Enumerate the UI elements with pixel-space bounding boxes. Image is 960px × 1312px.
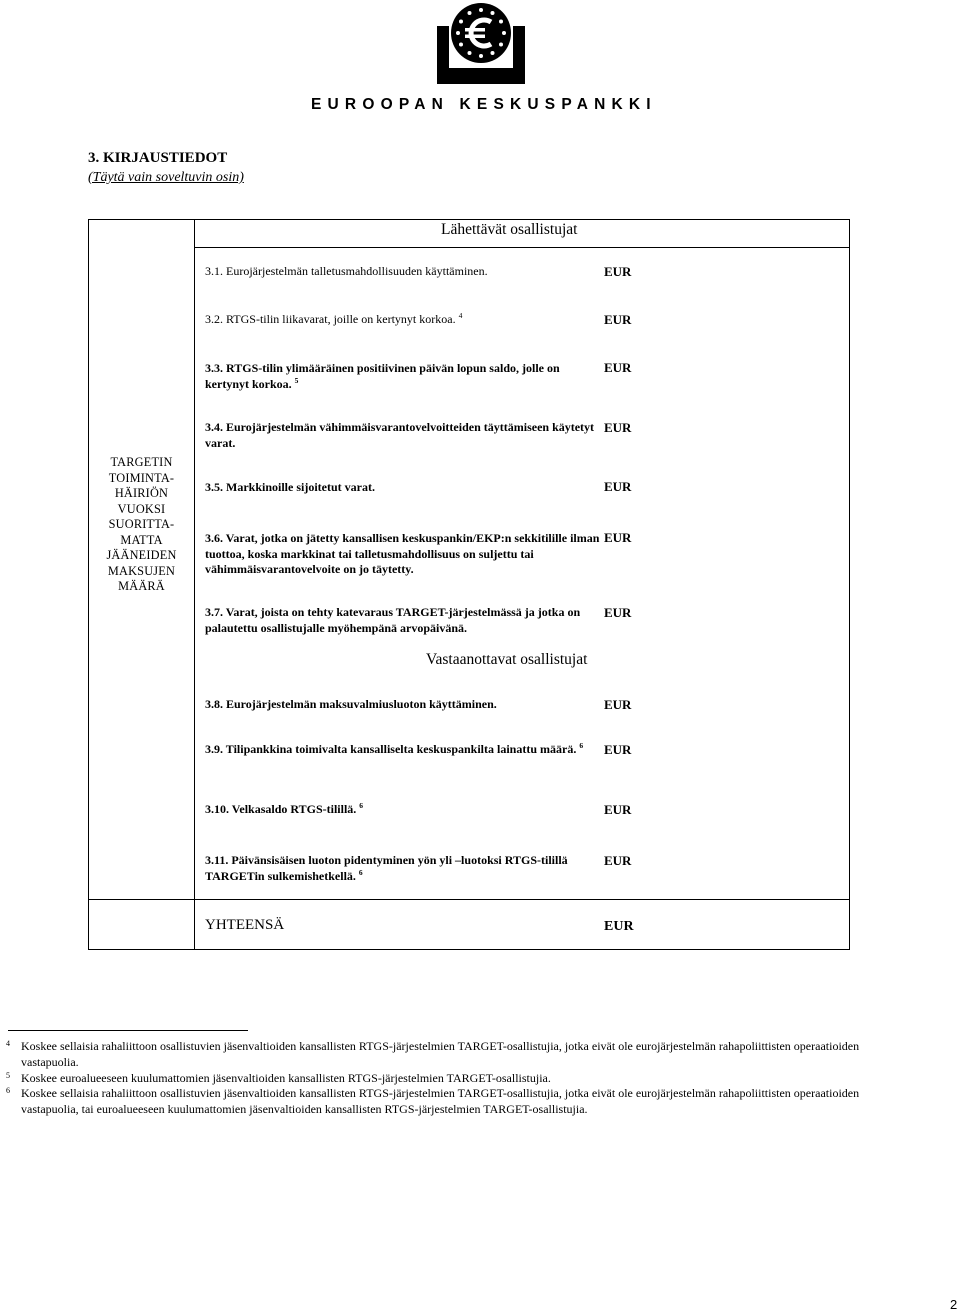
page-number: 2: [950, 1297, 958, 1312]
total-label: YHTEENSÄ: [205, 917, 285, 933]
currency-label: EUR: [604, 742, 632, 757]
table-row: 3.1. Eurojärjestelmän talletusmahdollisuuden käyttäminen.: [205, 264, 488, 278]
currency-label: EUR: [604, 479, 632, 494]
currency-label: EUR: [604, 697, 632, 712]
ecb-logo: [437, 2, 525, 84]
currency-label: EUR: [604, 605, 632, 620]
section-title: 3. KIRJAUSTIEDOT: [88, 150, 228, 166]
table-row: 3.4. Eurojärjestelmän vähimmäisvarantovelvoitteiden täyttämiseen käytetyt varat.: [205, 420, 595, 450]
table-row: 3.6. Varat, jotka on jätetty kansallisen keskuspankin/EKP:n sekkitilille ilman tuottoa, koska markkinat tai talletusmahdollisuus on suljettu tai vähimmäisvarantovelvoite on jo täytetty.: [205, 531, 600, 576]
footnote: 6 Koskee sellaisia rahaliittoon osallistuvien jäsenvaltioiden kansallisten RTGS-järjestelmien TARGET-osallistujia, jotka eivät ole eurojärjestelmän rahapoliittisten operaatioiden vastapuolia, tai euroalueeseen kuulumattomien jäsenvaltioiden kansallisten RTGS-järjestelmien TARGET-osallistujia.: [6, 1086, 860, 1116]
section-subtitle: (Täytä vain soveltuvin osin): [88, 170, 244, 185]
table-divider: [194, 247, 850, 248]
currency-label: EUR: [604, 802, 632, 817]
left-column-label: TARGETIN TOIMINTA- HÄIRIÖN VUOKSI SUORITTA- MATTA JÄÄNEIDEN MAKSUJEN MÄÄRÄ: [106, 455, 177, 593]
currency-label: EUR: [604, 312, 632, 327]
currency-label: EUR: [604, 919, 634, 934]
footnote-separator: [8, 1030, 248, 1031]
currency-label: EUR: [604, 420, 632, 435]
table-row: 3.9. Tilipankkina toimivalta kansalliselta keskuspankilta lainattu määrä. $^6$: [205, 741, 584, 756]
table-row: 3.7. Varat, joista on tehty katevaraus TARGET-järjestelmässä ja jotka on palautettu osallistujalle myöhempänä arvopäivänä.: [205, 605, 581, 635]
table-row: 3.2. RTGS-tilin liikavarat, joille on kertynyt korkoa. $^4$: [205, 311, 463, 326]
euro-sign-icon: [437, 2, 525, 84]
table-row: 3.5. Markkinoille sijoitetut varat.: [205, 480, 375, 494]
table-row: 3.11. Päivänsisäisen luoton pidentyminen yön yli –luotoksi RTGS-tilillä TARGETin sulkemishetkellä. $^6$: [205, 853, 568, 883]
footnote: 4 Koskee sellaisia rahaliittoon osallistuvien jäsenvaltioiden kansallisten RTGS-järjestelmien TARGET-osallistujia, jotka eivät ole eurojärjestelmän rahapoliittisten operaatioiden vastapuolia.: [6, 1039, 860, 1069]
currency-label: EUR: [604, 360, 632, 375]
currency-label: EUR: [604, 853, 632, 868]
currency-label: EUR: [604, 530, 632, 545]
table-row: 3.10. Velkasaldo RTGS-tilillä. $^6$: [205, 801, 364, 816]
currency-label: EUR: [604, 264, 632, 279]
senders-header: Lähettävät osallistujat: [441, 221, 578, 238]
footnote: 5 Koskee euroalueeseen kuulumattomien jäsenvaltioiden kansallisten RTGS-järjestelmien TARGET-osallistujia.: [6, 1071, 551, 1085]
receivers-header: Vastaanottavat osallistujat: [426, 651, 588, 668]
table-column-divider: [194, 219, 195, 950]
table-divider: [88, 899, 850, 900]
table-row: 3.8. Eurojärjestelmän maksuvalmiusluoton käyttäminen.: [205, 697, 497, 711]
bank-name: EUROOPAN KESKUSPANKKI: [311, 96, 657, 113]
table-row: 3.3. RTGS-tilin ylimääräinen positiivinen päivän lopun saldo, jolle on kertynyt korkoa. $^5$: [205, 361, 560, 391]
booking-table: [88, 219, 850, 950]
